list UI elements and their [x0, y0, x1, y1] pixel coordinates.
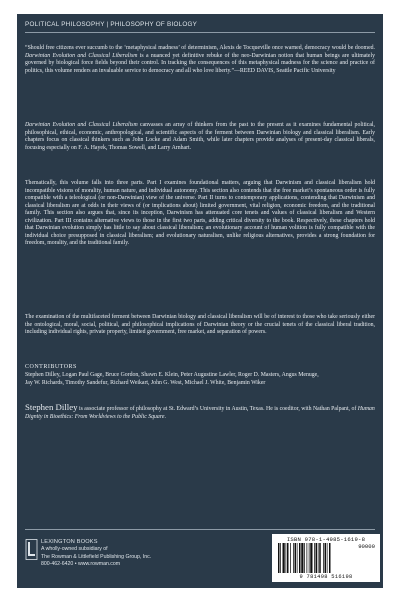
price-code: 90000: [358, 543, 375, 550]
endorsement-quote: [25, 45, 375, 75]
back-cover: [17, 14, 383, 588]
publisher-info: [41, 539, 241, 568]
category-label: POLITICAL PHILOSOPHY | PHILOSOPHY OF BIOLOGY: [25, 21, 198, 28]
isbn-number: ISBN 978-1-4985-1619-8: [286, 536, 366, 543]
author-bio-text-before: is associate professor of philosophy at St. Edward’s University in Austin, Texas. He is coeditor, with Nathan Palpant, of: [77, 406, 358, 412]
barcode-digits: 9 781498 516198: [299, 574, 353, 580]
quote-attribution: —REED DAVIS, Seattle Pacific University: [234, 67, 336, 74]
top-divider: [25, 32, 375, 33]
book-closing-paragraph: [25, 314, 375, 337]
summary-book-title: Darwinian Evolution and Classical Liberalism: [25, 122, 138, 128]
author-name: Stephen Dilley: [25, 402, 78, 412]
quote-book-title: Darwinian Evolution and Classical Liberalism: [25, 52, 138, 59]
publisher-logo-icon: [25, 539, 38, 560]
closing-text: The examination of the multifaceted ferment between Darwinian biology and classical liberalism will be of interest to those who take seriously either the ontological, moral, social, political, and philosophical implications of Darwinian theory or the crucial tenets of the classical liberal tradition, including individual rights, private property, limited government, free market, and separation of powers.: [25, 314, 375, 336]
author-bio-text-after: .: [164, 413, 166, 420]
isbn-barcode: [272, 534, 380, 582]
bottom-divider: [25, 529, 375, 530]
author-bio: [25, 404, 377, 421]
quote-text-after: is a nuanced yet definitive rebuke of the neo-Darwinian notion that human beings are ultimately governed by biological force fields beyond their control. In tracking the consequences of this metaphysical madness for the science and practice of politics, this volume renders an invaluable service to democracy and all who love liberty.”: [25, 52, 375, 74]
book-summary: [25, 122, 375, 152]
contributors-heading: CONTRIBUTORS: [25, 364, 77, 370]
parts-text: Thematically, this volume falls into three parts. Part I examines foundational matters, arguing that Darwinism and classical liberalism hold incompatible visions of morality, human nature, and individual autonomy. This section also contends that the free market’s spontaneous order is fully compatible with a teleological (or non-Darwinian) view of the universe. Part II turns to contemporary applications, contending that Darwinism and classical liberalism are at odds in their views of (or implications about) limited government, vital religion, economic freedom, and the traditional family. This section also argues that, since its inception, Darwinism has attenuated core tenets and values of classical liberalism and Western civilization. Part III contains alternative views to those in the first two parts, adding critical diversity to the book. Respectively, these chapters hold that Darwinian evolution simply has little to say about classical liberalism; an evolutionary account of human volition is fully compatible with the individual choice presupposed in classical liberalism; and evolutionary naturalism, unlike religious alternatives, provides a strong foundation for freedom, morality, and the traditional family.: [25, 180, 375, 247]
quote-text-before: “Should free citizens ever succumb to the ‘metaphysical madness’ of determinism, Alexis de Tocqueville once warned, democracy would be doomed.: [25, 45, 375, 51]
publisher-contact: 800-462-6420 • www.rowman.com: [41, 560, 121, 567]
publisher-line-1: A wholly-owned subsidiary of: [41, 546, 108, 553]
barcode-bars-icon: [278, 543, 348, 574]
contributors-list: Stephen Dilley, Logan Paul Gage, Bruce Gordon, Shawn E. Klein, Peter Augustine Lawler, Roger D. Masters, Angus Menuge, Jay W. Richards, Timothy Sandefur, Richard Weikart, John G. West, Michael J. White, Benjamin Wiker: [25, 372, 319, 386]
summary-text: canvasses an array of thinkers from the past to the present as it examines fundamental political, philosophical, ethical, economic, anthropological, and scientific aspects of the ferment between Darwinian biology and classical liberalism. Early chapters focus on classical thinkers such as John Locke and Adam Smith, while later chapters provide analyses of present-day classical liberals, focusing especially on F. A. Hayek, Thomas Sowell, and Larry Arnhart.: [25, 122, 375, 151]
publisher-line-2: The Rowman & Littlefield Publishing Group, Inc.: [41, 553, 152, 560]
book-parts-description: [25, 180, 375, 248]
publisher-name: LEXINGTON BOOKS: [41, 539, 98, 545]
author-other-book-title: Human Dignity in Bioethics: From Worldviews to the Public Square: [25, 406, 375, 420]
